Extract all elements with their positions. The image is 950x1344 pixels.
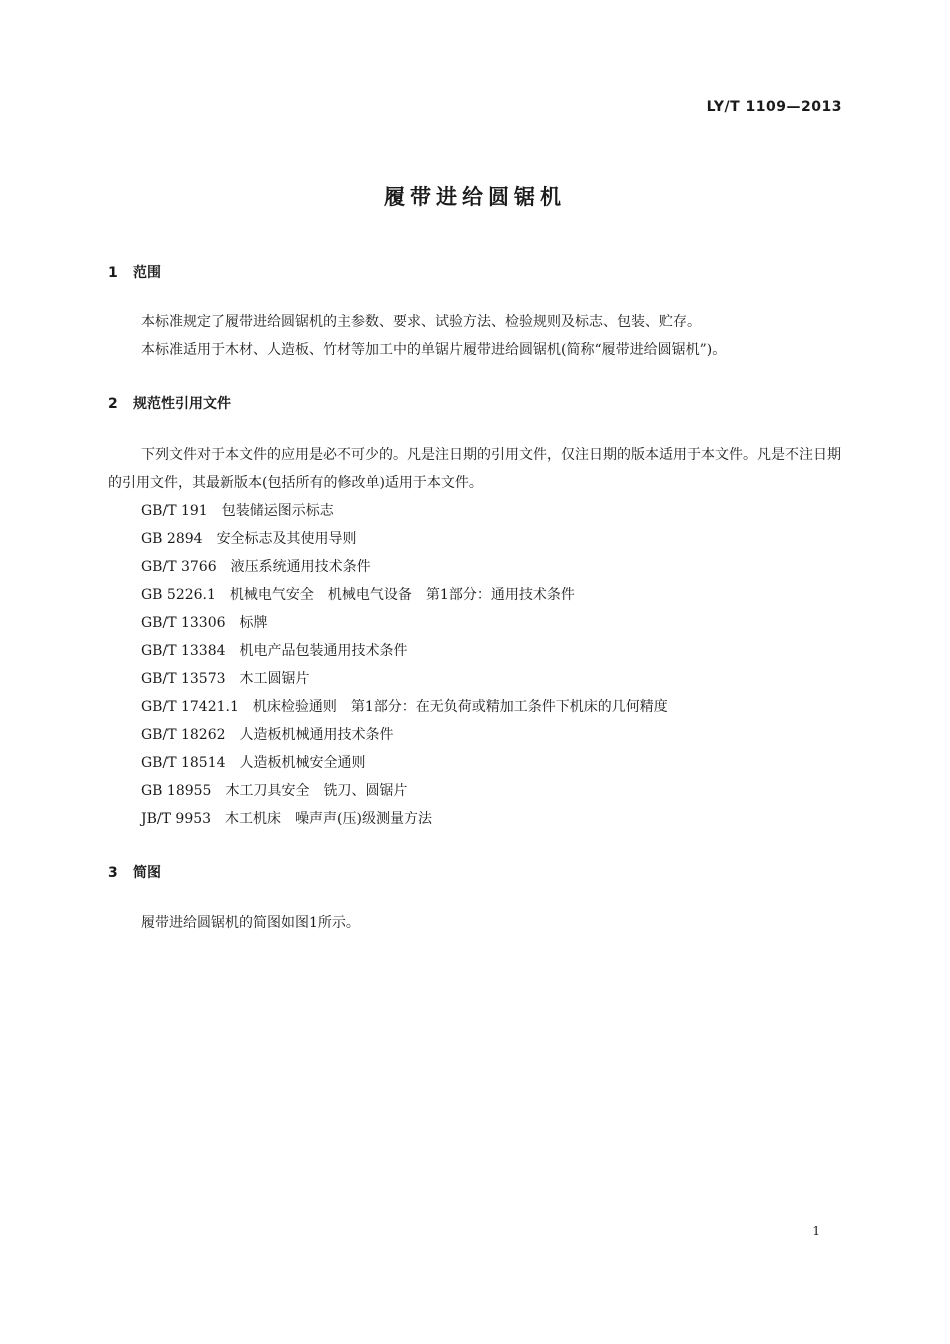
- reference-code: GB 2894: [141, 531, 203, 547]
- reference-item: [141, 693, 668, 721]
- reference-item: [141, 777, 668, 805]
- reference-code: GB 18955: [141, 783, 212, 799]
- diagram-paragraph: 履带进给圆锯机的简图如图1所示。: [141, 915, 360, 931]
- reference-title: 人造板机械安全通则: [239, 755, 366, 771]
- reference-title: 木工圆锯片: [239, 671, 310, 687]
- reference-title: 木工刀具安全 铣刀、圆锯片: [225, 783, 408, 799]
- reference-title: 机电产品包装通用技术条件: [239, 643, 408, 659]
- section-3-title: 简图: [133, 865, 161, 881]
- scope-paragraph-1: 本标准规定了履带进给圆锯机的主参数、要求、试验方法、检验规则及标志、包装、贮存。: [141, 314, 701, 330]
- reference-title: 液压系统通用技术条件: [230, 559, 371, 575]
- reference-item: [141, 665, 668, 693]
- document-title: 履带进给圆锯机: [384, 185, 566, 209]
- page-number: 1: [812, 1224, 820, 1238]
- section-3-number: 3: [108, 865, 118, 881]
- reference-code: GB/T 191: [141, 503, 208, 519]
- reference-code: GB 5226.1: [141, 587, 216, 603]
- reference-title: 包装储运图示标志: [221, 503, 334, 519]
- section-2-heading: [108, 393, 231, 413]
- reference-item: [141, 525, 668, 553]
- reference-item: [141, 637, 668, 665]
- section-1-heading: [108, 262, 161, 282]
- reference-code: GB/T 13306: [141, 615, 226, 631]
- reference-title: 机械电气安全 机械电气设备 第1部分：通用技术条件: [229, 587, 575, 603]
- reference-code: GB/T 3766: [141, 559, 217, 575]
- reference-item: [141, 553, 668, 581]
- reference-code: GB/T 13573: [141, 671, 226, 687]
- section-2-title: 规范性引用文件: [133, 396, 231, 412]
- section-3-heading: [108, 862, 161, 882]
- reference-item: [141, 805, 668, 833]
- section-1-title: 范围: [133, 265, 161, 281]
- reference-code: GB/T 17421.1: [141, 699, 239, 715]
- reference-code: GB/T 13384: [141, 643, 226, 659]
- reference-title: 安全标志及其使用导则: [216, 531, 357, 547]
- reference-title: 标牌: [239, 615, 268, 631]
- reference-list: [141, 497, 668, 833]
- reference-code: GB/T 18514: [141, 755, 226, 771]
- reference-code: GB/T 18262: [141, 727, 226, 743]
- reference-item: [141, 721, 668, 749]
- reference-title: 机床检验通则 第1部分：在无负荷或精加工条件下机床的几何精度: [252, 699, 668, 715]
- reference-item: [141, 609, 668, 637]
- reference-title: 木工机床 噪声声(压)级测量方法: [225, 811, 432, 827]
- reference-item: [141, 749, 668, 777]
- section-1-body: [108, 308, 844, 364]
- standard-code: LY/T 1109—2013: [706, 99, 842, 115]
- reference-item: [141, 497, 668, 525]
- reference-code: JB/T 9953: [141, 811, 212, 827]
- reference-item: [141, 581, 668, 609]
- references-intro: 下列文件对于本文件的应用是必不可少的。凡是注日期的引用文件，仅注日期的版本适用于本文件。凡是不注日期的引用文件，其最新版本(包括所有的修改单)适用于本文件。: [108, 447, 841, 491]
- scope-paragraph-2: 本标准适用于木材、人造板、竹材等加工中的单锯片履带进给圆锯机(简称“履带进给圆锯机”)。: [141, 342, 727, 358]
- section-2-number: 2: [108, 396, 118, 412]
- reference-title: 人造板机械通用技术条件: [239, 727, 394, 743]
- section-1-number: 1: [108, 265, 118, 281]
